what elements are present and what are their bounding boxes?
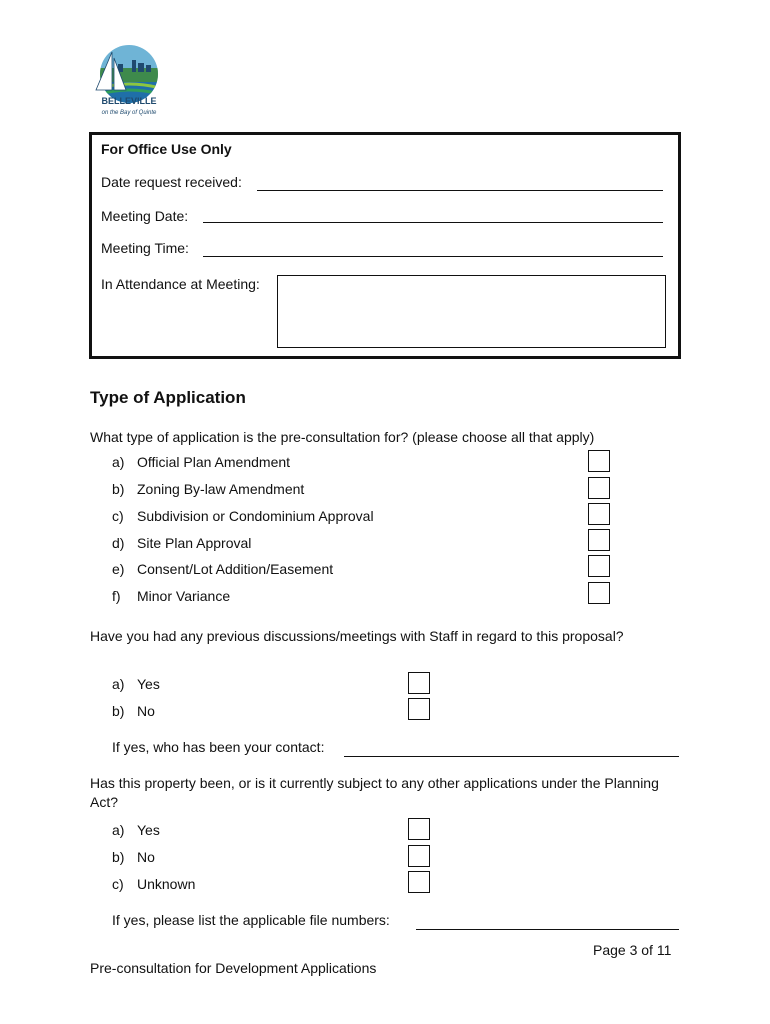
file-numbers-label: If yes, please list the applicable file numbers: [112, 912, 390, 928]
option-other-unknown: c) Unknown [112, 876, 196, 892]
belleville-logo [88, 44, 170, 120]
checkbox-prev-no[interactable] [408, 698, 430, 720]
option-prev-yes: a) Yes [112, 676, 160, 692]
option-subdivision: c) Subdivision or Condominium Approval [112, 508, 374, 524]
question-type: What type of application is the pre-consultation for? (please choose all that apply) [90, 429, 595, 445]
contact-field[interactable] [344, 756, 679, 757]
file-numbers-field[interactable] [416, 929, 679, 930]
option-minor-variance: f) Minor Variance [112, 588, 231, 604]
date-request-label: Date request received: [101, 174, 242, 190]
question-other-applications: Has this property been, or is it currently subject to any other applications under the Planning Act? [90, 775, 659, 810]
option-other-yes: a) Yes [112, 822, 160, 838]
checkbox-zoning[interactable] [588, 477, 610, 499]
meeting-time-label: Meeting Time: [101, 240, 189, 256]
option-official-plan: a) Official Plan Amendment [112, 454, 291, 470]
logo-sail [96, 52, 112, 90]
checkbox-consent[interactable] [588, 555, 610, 577]
option-site-plan: d) Site Plan Approval [112, 535, 252, 551]
checkbox-minor-variance[interactable] [588, 582, 610, 604]
checkbox-other-unknown[interactable] [408, 871, 430, 893]
attendance-label: In Attendance at Meeting: [101, 276, 260, 292]
section-title-type-of-application: Type of Application [90, 388, 246, 407]
checkbox-site-plan[interactable] [588, 529, 610, 551]
checkbox-other-no[interactable] [408, 845, 430, 867]
question-previous-discussions: Have you had any previous discussions/meetings with Staff in regard to this proposal? [90, 628, 624, 644]
footer-doc-title: Pre-consultation for Development Applications [90, 960, 377, 976]
checkbox-subdivision[interactable] [588, 503, 610, 525]
office-use-title: For Office Use Only [101, 141, 232, 157]
date-request-field[interactable] [257, 190, 663, 191]
checkbox-other-yes[interactable] [408, 818, 430, 840]
meeting-date-field[interactable] [203, 222, 663, 223]
logo-name: BELLEVILLE [101, 96, 157, 106]
checkbox-official-plan[interactable] [588, 450, 610, 472]
option-consent: e) Consent/Lot Addition/Easement [112, 561, 334, 577]
logo-tagline: on the Bay of Quinte [101, 110, 157, 116]
option-other-no: b) No [112, 849, 155, 865]
page-number: Page 3 of 11 [593, 942, 672, 958]
attendance-field[interactable] [277, 275, 666, 348]
checkbox-prev-yes[interactable] [408, 672, 430, 694]
meeting-time-field[interactable] [203, 256, 663, 257]
contact-label: If yes, who has been your contact: [112, 739, 325, 755]
option-zoning: b) Zoning By-law Amendment [112, 481, 305, 497]
meeting-date-label: Meeting Date: [101, 208, 189, 224]
option-prev-no: b) No [112, 703, 155, 719]
